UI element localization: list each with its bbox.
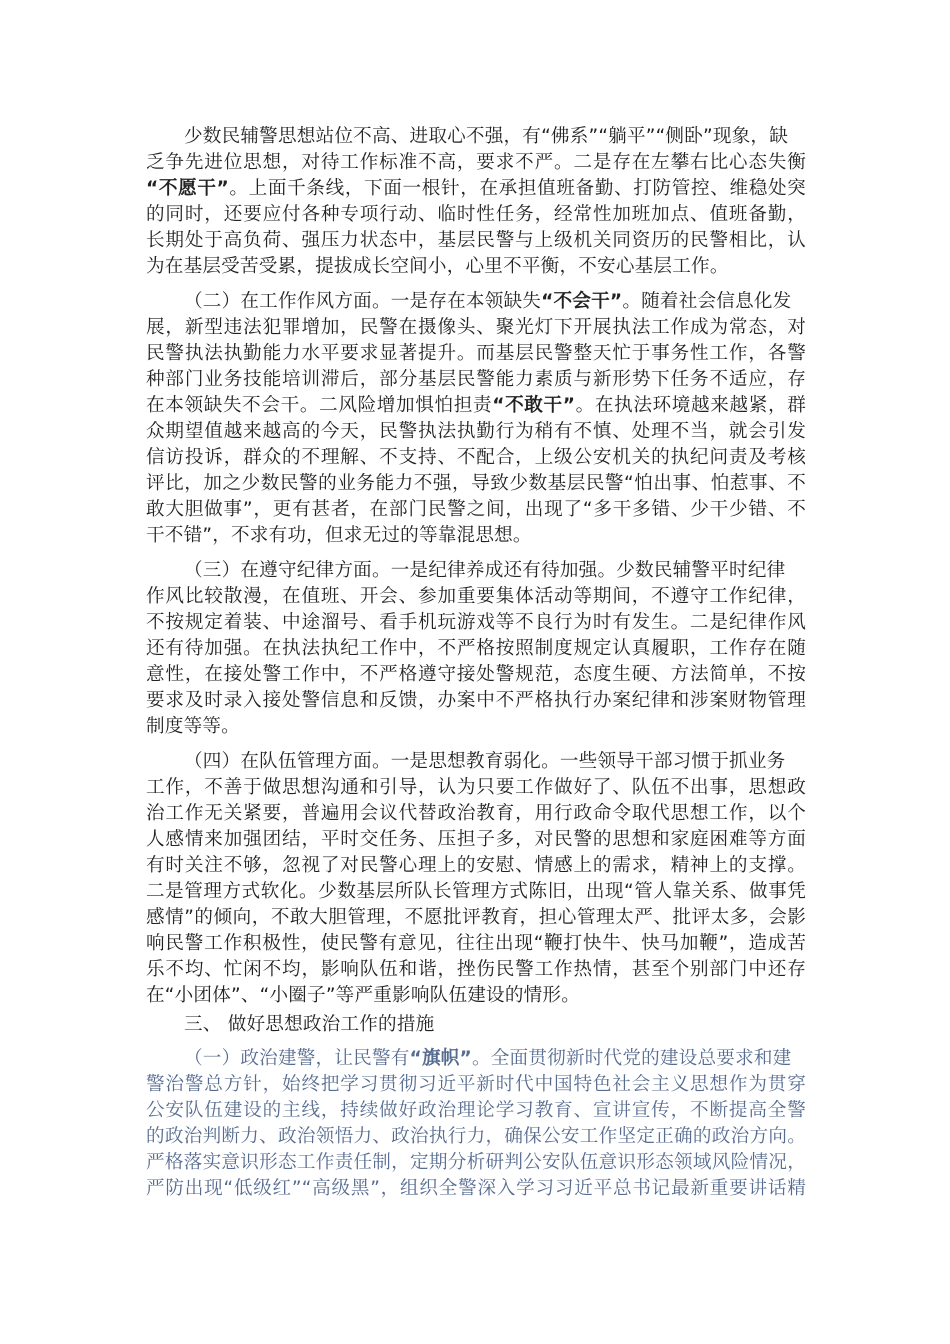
text-line: 作风比较散漫，在值班、开会、参加重要集体活动等期间，不遵守工作纪律， <box>146 586 806 607</box>
text-line: 严防出现“低级红”“高级黑”，组织全警深入学习习近平总书记最新重要讲话精 <box>146 1178 806 1199</box>
text-line: （一）政治建警，让民警有“旗帜”。全面贯彻新时代党的建设总要求和建 <box>184 1048 792 1069</box>
text-line: 在本领缺失不会干。二风险增加惧怕担责“不敢干”。在执法环境越来越紧，群 <box>146 395 806 416</box>
text-line: 人感情来加强团结，平时交任务、压担子多，对民警的思想和家庭困难等方面 <box>146 829 806 850</box>
text-line: 要求及时录入接处警信息和反馈，办案中不严格执行办案纪律和涉案财物管理 <box>146 690 806 711</box>
text-line: 的同时，还要应付各种专项行动、临时性任务，经常性加班加点、值班备勤， <box>146 204 806 225</box>
text-line: 少数民辅警思想站位不高、进取心不强，有“佛系”“躺平”“侧卧”现象，缺 <box>184 126 789 147</box>
text-line: 民警执法执勤能力水平要求显著提升。而基层民警整天忙于事务性工作，各警 <box>146 343 806 364</box>
text-line: 的政治判断力、政治领悟力、政治执行力，确保公安工作坚定正确的政治方向。 <box>146 1126 806 1147</box>
text-line: 响民警工作积极性，使民警有意见，往往出现“鞭打快牛、快马加鞭”，造成苦 <box>146 933 806 954</box>
text-line: （二）在工作作风方面。一是存在本领缺失“不会干”。随着社会信息化发 <box>184 291 792 312</box>
text-line: 展，新型违法犯罪增加，民警在摄像头、聚光灯下开展执法工作成为常态，对 <box>146 317 806 338</box>
text-line: 感情”的倾向，不敢大胆管理，不愿批评教育，担心管理太严、批评太多，会影 <box>146 907 806 928</box>
text-line: 警治警总方针，始终把学习贯彻习近平新时代中国特色社会主义思想作为贯穿 <box>146 1074 806 1095</box>
text-line: 众期望值越来越高的今天，民警执法执勤行为稍有不慎、处理不当，就会引发 <box>146 421 806 442</box>
text-line: 在“小团体”、“小圈子”等严重影响队伍建设的情形。 <box>146 985 581 1006</box>
text-line: 意性，在接处警工作中，不严格遵守接处警规范，态度生硬、方法简单，不按 <box>146 664 806 685</box>
text-line: “不愿干”。上面千条线，下面一根针，在承担值班备勤、打防管控、维稳处突 <box>146 178 806 199</box>
text-line: 评比，加之少数民警的业务能力不强，导致少数基层民警“怕出事、怕惹事、不 <box>146 473 806 494</box>
text-line: 敢大胆做事”，更有甚者，在部门民警之间，出现了“多干多错、少干少错、不 <box>146 499 806 520</box>
text-line: （三）在遵守纪律方面。一是纪律养成还有待加强。少数民辅警平时纪律 <box>184 560 786 581</box>
text-line: 乐不均、忙闲不均，影响队伍和谐，挫伤民警工作热情，甚至个别部门中还存 <box>146 959 806 980</box>
text-line: 严格落实意识形态工作责任制，定期分析研判公安队伍意识形态领域风险情况， <box>146 1152 806 1173</box>
text-line: 治工作无关紧要，普遍用会议代替政治教育，用行政命令取代思想工作，以个 <box>146 803 806 824</box>
text-line: 还有待加强。在执法执纪工作中，不严格按照制度规定认真履职，工作存在随 <box>146 638 806 659</box>
text-line: 信访投诉，群众的不理解、不支持、不配合，上级公安机关的执纪问责及考核 <box>146 447 806 468</box>
text-line: 二是管理方式软化。少数基层所队长管理方式陈旧，出现“管人靠关系、做事凭 <box>146 881 806 902</box>
text-line: 制度等等。 <box>146 716 240 737</box>
text-line: 不按规定着装、中途溜号、看手机玩游戏等不良行为时有发生。二是纪律作风 <box>146 612 806 633</box>
section-heading: 三、 做好思想政治工作的措施 <box>184 1014 435 1035</box>
text-line: 干不错”，不求有功，但求无过的等靠混思想。 <box>146 525 532 546</box>
text-line: 有时关注不够，忽视了对民警心理上的安慰、情感上的需求，精神上的支撑。 <box>146 855 806 876</box>
text-line: 长期处于高负荷、强压力状态中，基层民警与上级机关同资历的民警相比，认 <box>146 230 806 251</box>
text-line: 种部门业务技能培训滞后，部分基层民警能力素质与新形势下任务不适应，存 <box>146 369 806 390</box>
text-line: 工作，不善于做思想沟通和引导，认为只要工作做好了、队伍不出事，思想政 <box>146 777 806 798</box>
text-line: 公安队伍建设的主线，持续做好政治理论学习教育、宣讲宣传，不断提高全警 <box>146 1100 806 1121</box>
text-line: 为在基层受苦受累，提拔成长空间小，心里不平衡，不安心基层工作。 <box>146 256 729 277</box>
text-line: 乏争先进位思想，对待工作标准不高，要求不严。二是存在左攀右比心态失衡 <box>146 152 806 173</box>
text-line: （四）在队伍管理方面。一是思想教育弱化。一些领导干部习惯于抓业务 <box>184 751 786 772</box>
